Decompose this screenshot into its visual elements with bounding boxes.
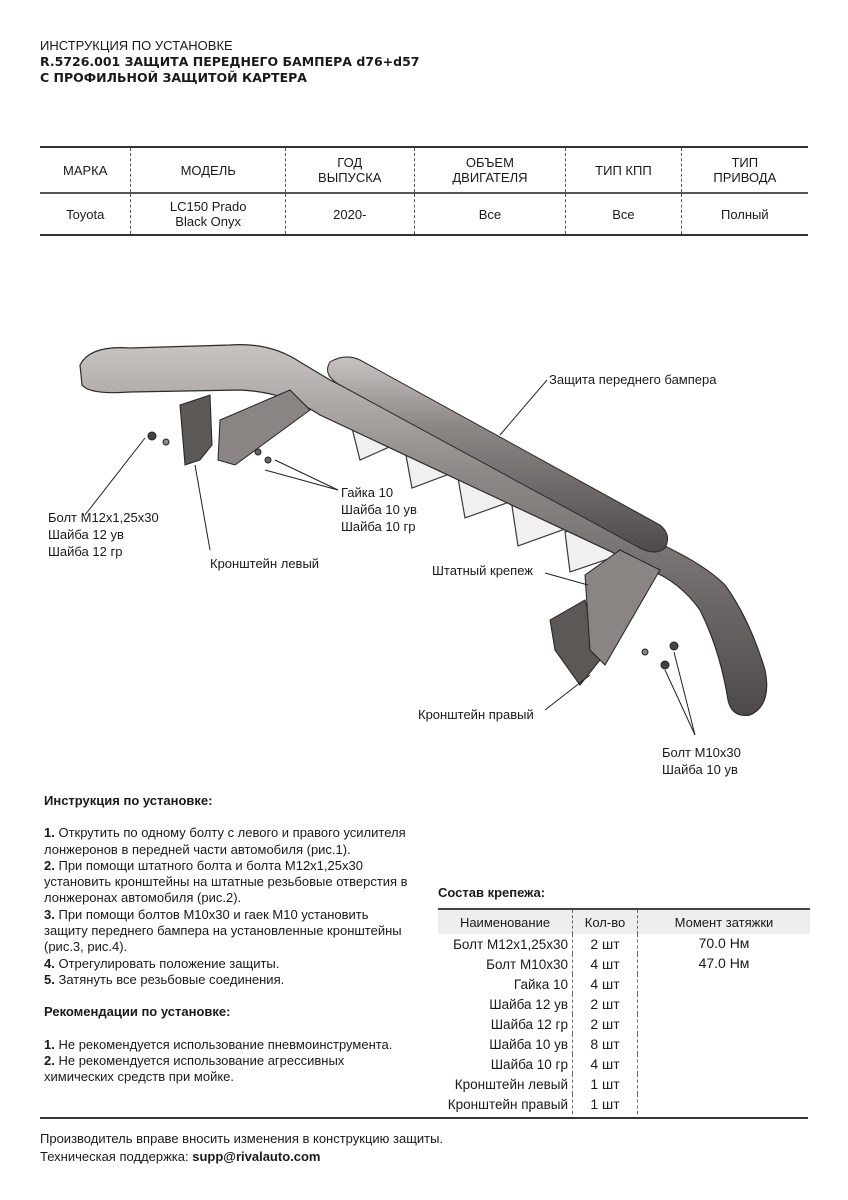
spec-header-engine: ОБЪЕМ ДВИГАТЕЛЯ [414,147,566,193]
table-row [438,934,810,954]
recommendation-item: 2. Не рекомендуется использование агрессивных химических средств при мойке. [44,1052,345,1085]
fastener-name: Шайба 12 гр [490,1016,568,1032]
fastener-torque [638,1074,811,1094]
fastener-qty: 2 шт [573,934,638,954]
left-bracket [148,390,310,465]
fastener-torque [638,1014,811,1034]
col-qty: Кол-во [573,909,638,934]
spec-gearbox: Все [566,193,681,235]
fastener-qty: 4 шт [573,1054,638,1074]
fasteners-section [438,885,808,1114]
label-stock-fastener: Штатный крепеж [432,563,533,578]
product-subtitle: С ПРОФИЛЬНОЙ ЗАЩИТОЙ КАРТЕРА [40,70,307,85]
fastener-name: Кронштейн правый [447,1096,568,1112]
fastener-torque: 47.0 Нм [638,954,811,974]
spec-header-brand: МАРКА [40,147,131,193]
spec-header-gearbox: ТИП КПП [566,147,681,193]
fastener-torque [638,1054,811,1074]
recommendations-title: Рекомендации по установке: [44,1004,231,1020]
col-name: Наименование [438,909,573,934]
installation-instructions [44,793,414,1085]
spec-year: 2020- [285,193,414,235]
fastener-name: Болт М12х1,25х30 [453,936,568,952]
table-row [438,1054,810,1074]
support-email-link[interactable]: supp@rivalauto.com [192,1149,321,1164]
label-bolt-m12: Болт М12х1,25х30 [48,510,159,525]
label-washer-12-uv: Шайба 12 ув [48,527,124,542]
footer [40,1130,443,1166]
fastener-torque [638,994,811,1014]
label-bolt-m10: Болт М10х30 [662,745,741,760]
fastener-qty: 4 шт [573,954,638,974]
fastener-qty: 1 шт [573,1074,638,1094]
fasteners-header-row [438,909,810,934]
table-row [438,1074,810,1094]
instruction-step: 4. Отрегулировать положение защиты. [44,955,280,971]
spec-header-year: ГОД ВЫПУСКА [285,147,414,193]
instruction-step: 5. Затянуть все резьбовые соединения. [44,971,285,987]
fastener-name: Гайка 10 [513,976,568,992]
label-nut-group [341,484,417,535]
support-line [40,1148,443,1166]
support-label: Техническая поддержка: [40,1149,189,1164]
label-bracket-right: Кронштейн правый [418,707,534,722]
vehicle-spec-table [40,146,808,236]
spec-model: LC150 Prado Black Onyx [131,193,285,235]
label-bracket-left: Кронштейн левый [210,556,320,571]
col-torque: Момент затяжки [638,909,811,934]
fastener-torque [638,1094,811,1114]
table-row [438,994,810,1014]
spec-header-drive: ТИП ПРИВОДА [681,147,808,193]
fastener-qty: 8 шт [573,1034,638,1054]
fastener-name: Шайба 12 ув [489,996,568,1012]
label-bumper: Защита переднего бампера [549,372,717,387]
table-row [438,1094,810,1114]
fastener-name: Шайба 10 гр [490,1056,568,1072]
instruction-step: 1. Открутить по одному болту с левого и правого усилителя лонжеронов в передней части автомобиля (рис.1). [44,825,406,857]
label-nut: Гайка 10 [341,485,394,500]
instruction-step: 2. При помощи штатного болта и болта М12х1,25х30 установить кронштейны на штатные резьбовые отверстия в лонжеронах автомобиля (рис.2). [44,857,408,906]
fastener-torque: 70.0 Нм [638,934,811,954]
fastener-torque [638,974,811,994]
instruction-step: 3. При помощи болтов М10х30 и гаек М10 установить защиту переднего бампера на установленные кронштейны (рис.3, рис.4). [44,906,402,955]
fastener-qty: 4 шт [573,974,638,994]
spec-brand: Toyota [40,193,131,235]
fastener-name: Шайба 10 ув [489,1036,568,1052]
label-bolt-right-group [662,744,741,778]
table-row [438,974,810,994]
document-header [40,38,420,86]
fastener-qty: 2 шт [573,994,638,1014]
fastener-qty: 2 шт [573,1014,638,1034]
footer-note: Производитель вправе вносить изменения в конструкцию защиты. [40,1131,444,1146]
label-washer-12-gr: Шайба 12 гр [48,544,123,559]
fastener-torque [638,1034,811,1054]
fasteners-title: Состав крепежа: [438,885,546,900]
instructions-title: Инструкция по установке: [44,793,213,808]
footer-divider [40,1117,808,1119]
spec-data-row [40,193,808,235]
spec-engine: Все [414,193,566,235]
table-row [438,954,810,974]
spec-drive: Полный [681,193,808,235]
spec-header-row [40,147,808,193]
label-bolt-left-group [48,509,159,560]
recommendation-item: 1. Не рекомендуется использование пневмоинструмента. [44,1036,393,1052]
fastener-qty: 1 шт [573,1094,638,1114]
fasteners-table [438,908,810,1114]
product-title: R.5726.001 ЗАЩИТА ПЕРЕДНЕГО БАМПЕРА d76+d57 [40,54,420,69]
label-washer-10-gr: Шайба 10 гр [341,519,416,534]
fastener-name: Кронштейн левый [454,1076,568,1092]
header-line-1: ИНСТРУКЦИЯ ПО УСТАНОВКЕ [40,38,233,53]
label-washer-10-uv-right: Шайба 10 ув [662,762,738,777]
table-row [438,1034,810,1054]
fastener-name: Болт М10х30 [486,956,568,972]
label-washer-10-uv: Шайба 10 ув [341,502,417,517]
spec-header-model: МОДЕЛЬ [131,147,285,193]
table-row [438,1014,810,1034]
